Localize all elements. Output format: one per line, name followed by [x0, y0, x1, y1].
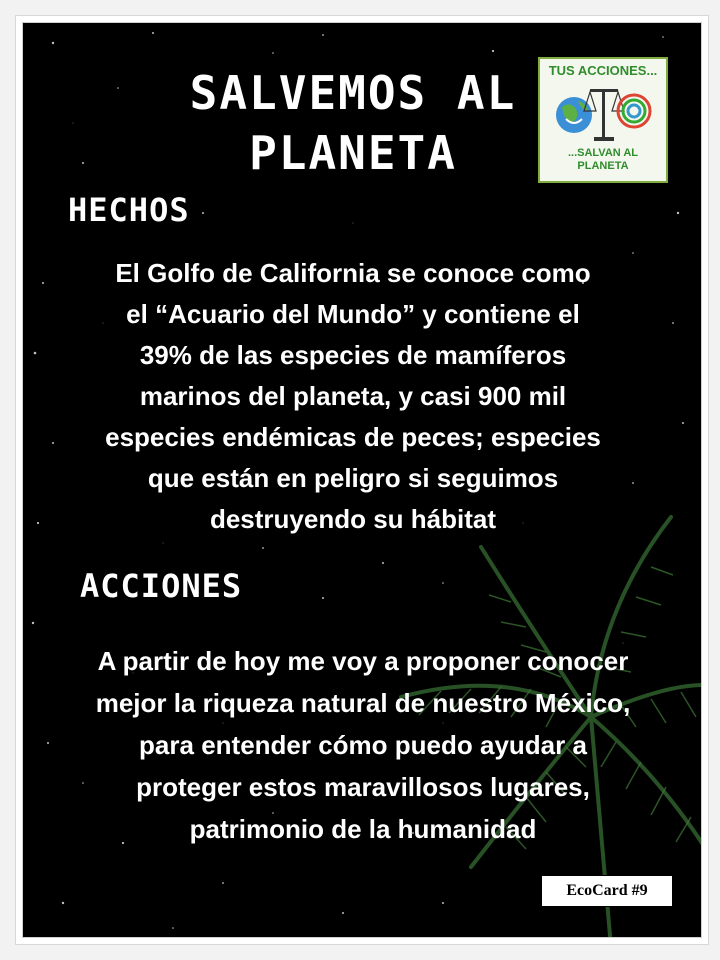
- tus-acciones-logo: [538, 57, 668, 183]
- hechos-line: El Golfo de California se conoce como: [115, 258, 591, 288]
- ecocard-number-badge: EcoCard #9: [541, 875, 673, 907]
- hechos-heading: HECHOS: [68, 191, 190, 229]
- hechos-line: el “Acuario del Mundo” y contiene el: [126, 299, 580, 329]
- title-line-2: PLANETA: [249, 126, 457, 180]
- acciones-line: patrimonio de la humanidad: [189, 814, 537, 844]
- acciones-heading: ACCIONES: [80, 567, 243, 605]
- logo-top-text: TUS ACCIONES...: [548, 63, 658, 78]
- page-title: [133, 63, 573, 183]
- acciones-line: A partir de hoy me voy a proponer conocer: [97, 646, 629, 676]
- acciones-text: [41, 640, 685, 850]
- hechos-line: especies endémicas de peces; especies: [105, 422, 601, 452]
- hechos-line: 39% de las especies de mamíferos: [139, 340, 567, 370]
- logo-bottom-line-2: PLANETA: [577, 160, 629, 172]
- eco-card: [22, 22, 702, 938]
- hechos-text: [63, 253, 643, 540]
- logo-bottom-line-1: ...SALVAN AL: [567, 147, 639, 159]
- hechos-line: marinos del planeta, y casi 900 mil: [139, 381, 567, 411]
- hechos-line: destruyendo su hábitat: [209, 504, 497, 534]
- acciones-line: para entender cómo puedo ayudar a: [139, 730, 587, 760]
- acciones-line: proteger estos maravillosos lugares,: [136, 772, 590, 802]
- title-line-1: SALVEMOS AL: [189, 66, 517, 120]
- acciones-line: mejor la riqueza natural de nuestro México,: [95, 688, 631, 718]
- earth-scale-icon: [550, 81, 656, 145]
- hechos-line: que están en peligro si seguimos: [147, 463, 559, 493]
- logo-bottom-text: [540, 147, 666, 173]
